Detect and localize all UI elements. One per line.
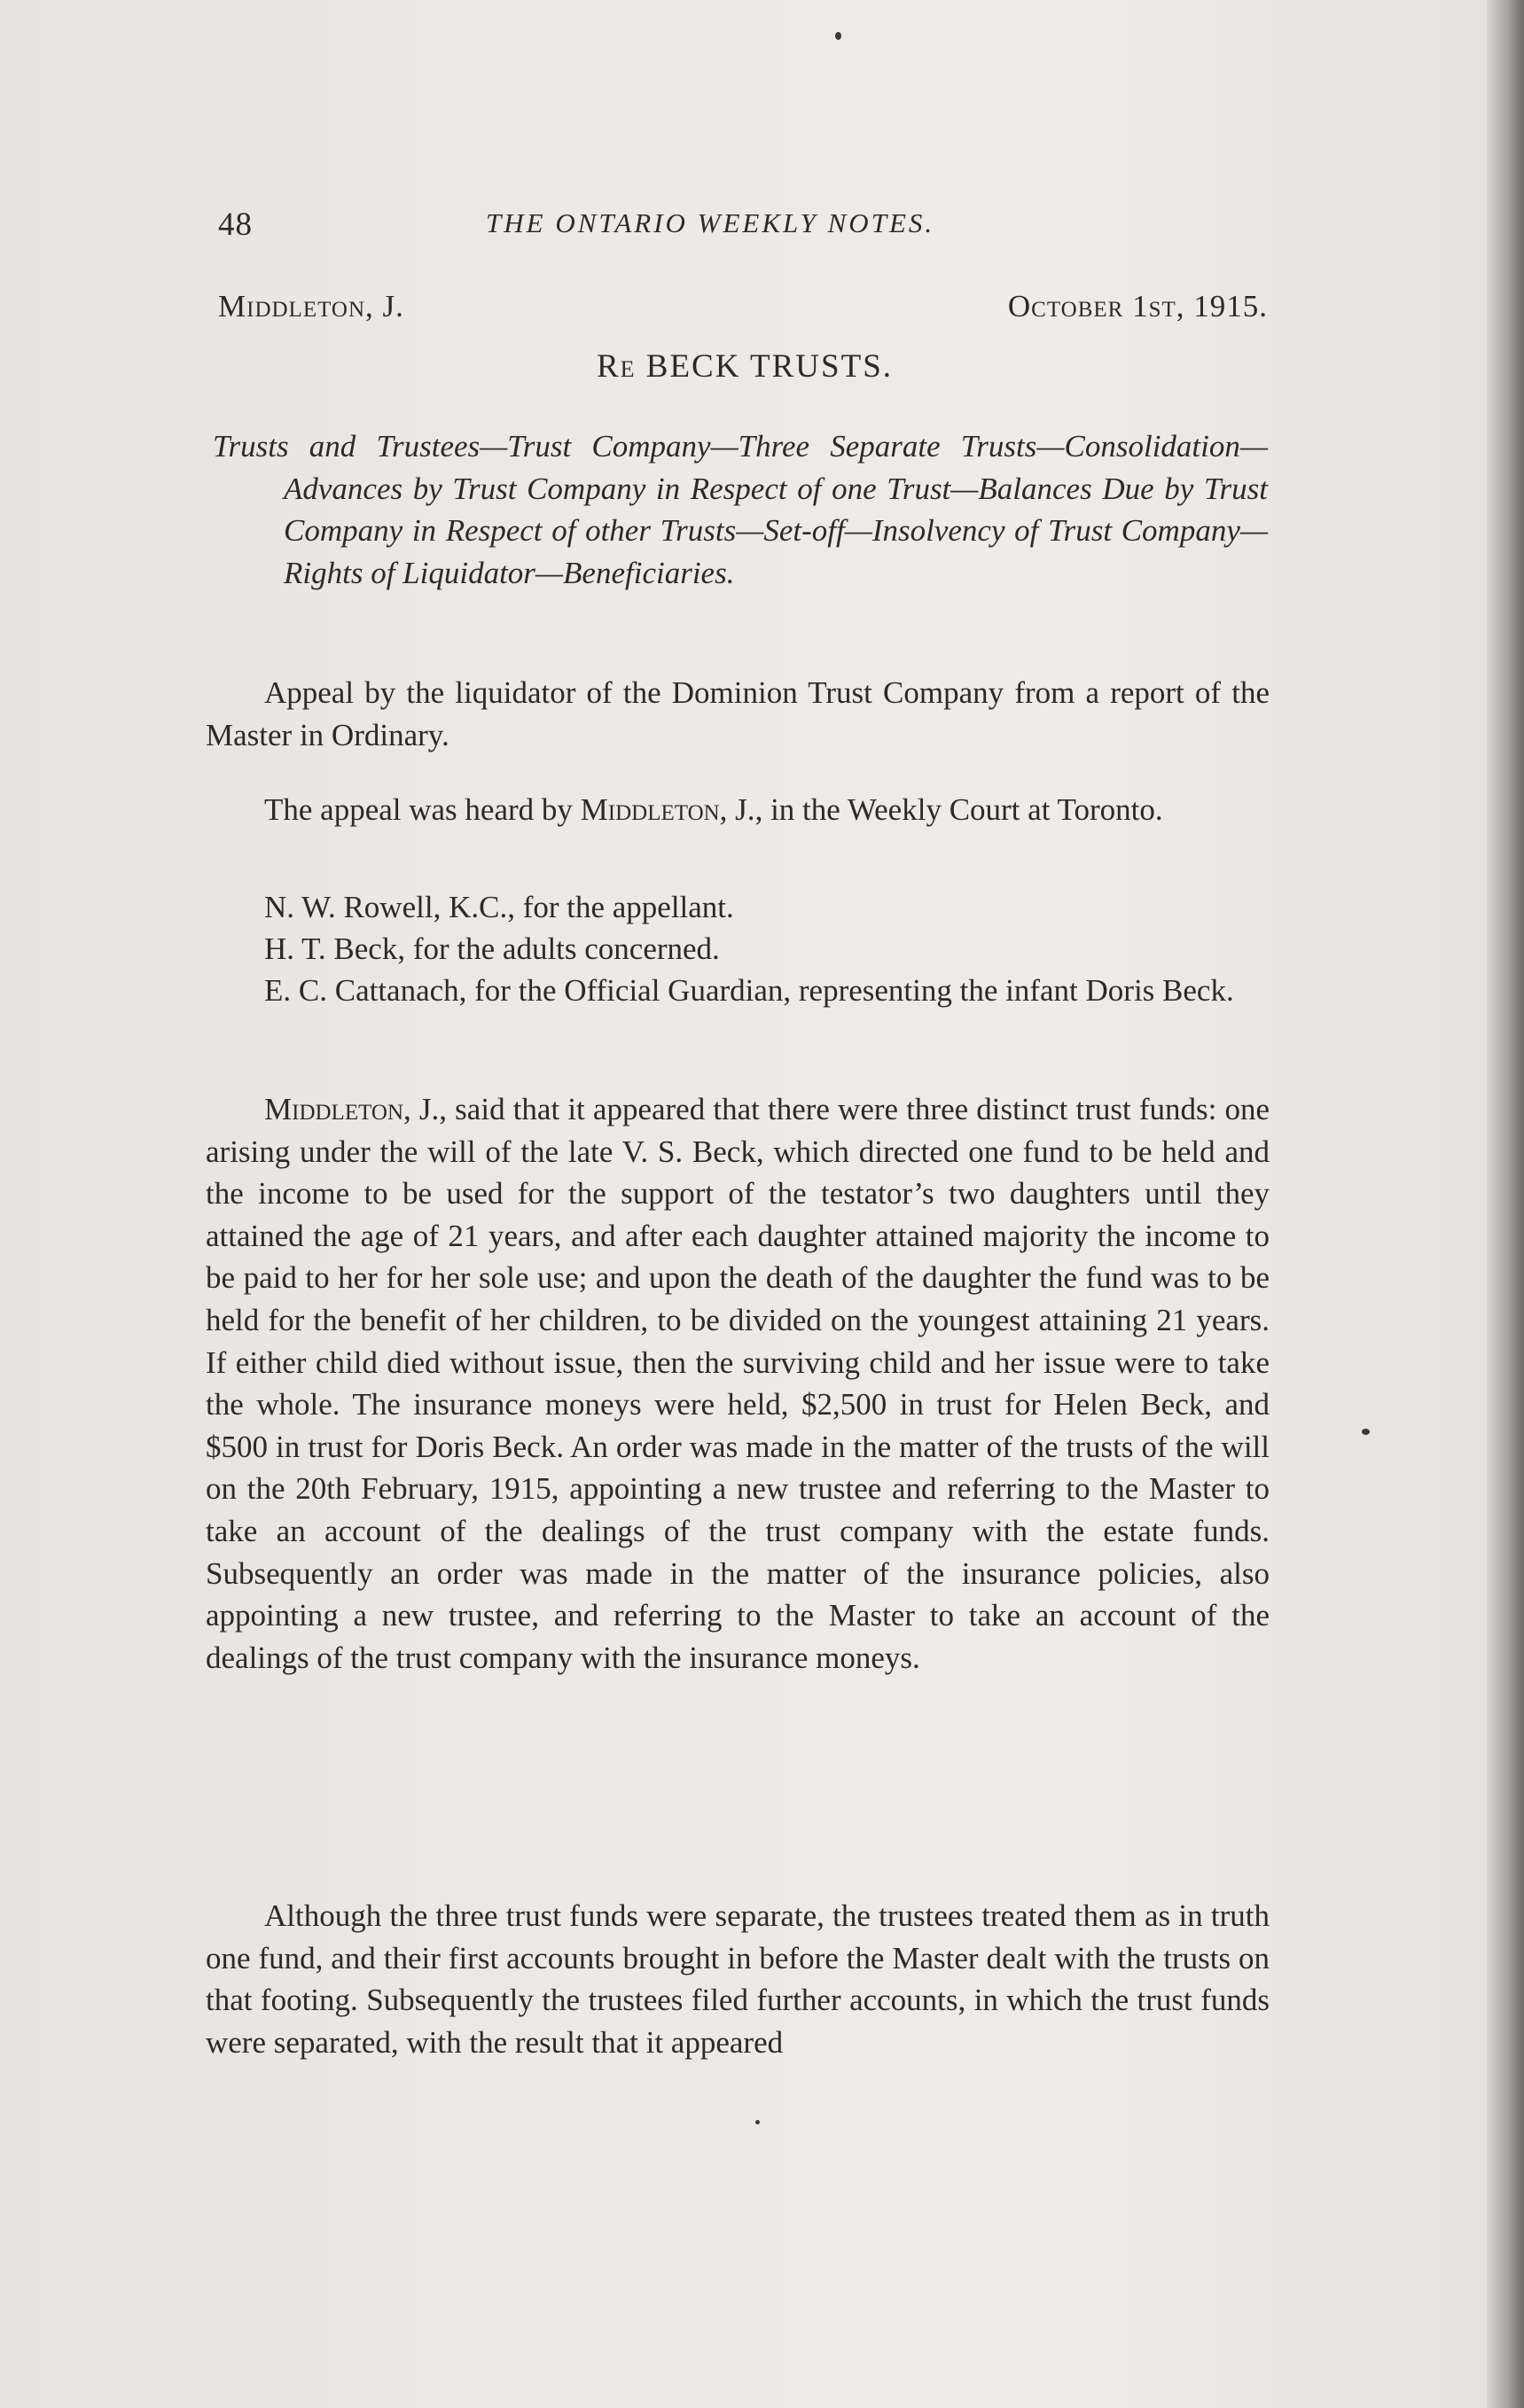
counsel-line: E. C. Cattanach, for the Official Guardian, representing the infant Doris Beck.	[264, 973, 1234, 1008]
print-speck	[755, 2120, 760, 2124]
case-title	[0, 347, 1489, 386]
counsel-line: N. W. Rowell, K.C., for the appellant.	[264, 890, 734, 924]
page-number: 48	[218, 207, 253, 243]
appeal-paragraph: Appeal by the liquidator of the Dominion Trust Company from a report of the Master in Ordinary.	[206, 675, 1270, 752]
hearing-rest: , in the Weekly Court at Toronto.	[754, 792, 1163, 827]
headnote: Trusts and Trustees—Trust Company—Three Separate Trusts—Consolidation—Advances by Trust Company in Respect of one Trust—Balances Due by Trust Company in Respect of other Trusts—Set-off—Insolvency of Trust Company—Rights of Liquidator—Beneficiaries.	[213, 429, 1268, 590]
case-title-prefix: Re	[596, 348, 637, 385]
judge-line: Middleton, J.	[218, 289, 404, 323]
print-speck	[835, 32, 841, 40]
hearing-judge: Middleton, J.	[580, 792, 755, 827]
final-paragraph: Although the three trust funds were separate, the trustees treated them as in truth one fund, and their first accounts brought in before the Master dealt with the trusts on that footing. Subsequently the trustees filed further accounts, in which the trust funds were separated, with the result that it appeared	[206, 1898, 1270, 2060]
print-speck	[1362, 1429, 1370, 1435]
counsel-line: H. T. Beck, for the adults concerned.	[264, 931, 720, 966]
date-line: October 1st, 1915.	[1007, 289, 1268, 323]
judgment-paragraph	[206, 1088, 1270, 1679]
case-title-name: BECK TRUSTS.	[645, 348, 894, 385]
hearing-paragraph	[206, 789, 1270, 831]
running-head: THE ONTARIO WEEKLY NOTES.	[486, 207, 935, 238]
hearing-lead: The appeal was heard by	[264, 792, 573, 827]
judgment-text: , said that it appeared that there were three distinct trust funds: one arising under the will of the late V. S. Beck, which directed one fund to be held and the income to be used for the support of the testator’s two daughters until they attained the age of 21 years, and after each daughter attained majority the income to be paid to her for her sole use; and upon the death of the daughter the fund was to be held for the benefit of her children, to be divided on the youngest attaining 21 years. If either child died without issue, then the surviving child and her issue were to take the whole. The insurance moneys were held, $2,500 in trust for Helen Beck, and $500 in trust for Doris Beck. An order was made in the matter of the trusts of the will on the 20th February, 1915, appointing a new trustee and referring to the Master to take an account of the dealings of the trust company with the estate funds. Subsequently an order was made in the matter of the insurance policies, also appointing a new trustee, and referring to the Master to take an account of the dealings of the trust company with the insurance moneys.	[206, 1092, 1270, 1675]
book-gutter-shadow	[1487, 0, 1524, 2408]
judgment-judge: Middleton, J.	[264, 1092, 440, 1126]
